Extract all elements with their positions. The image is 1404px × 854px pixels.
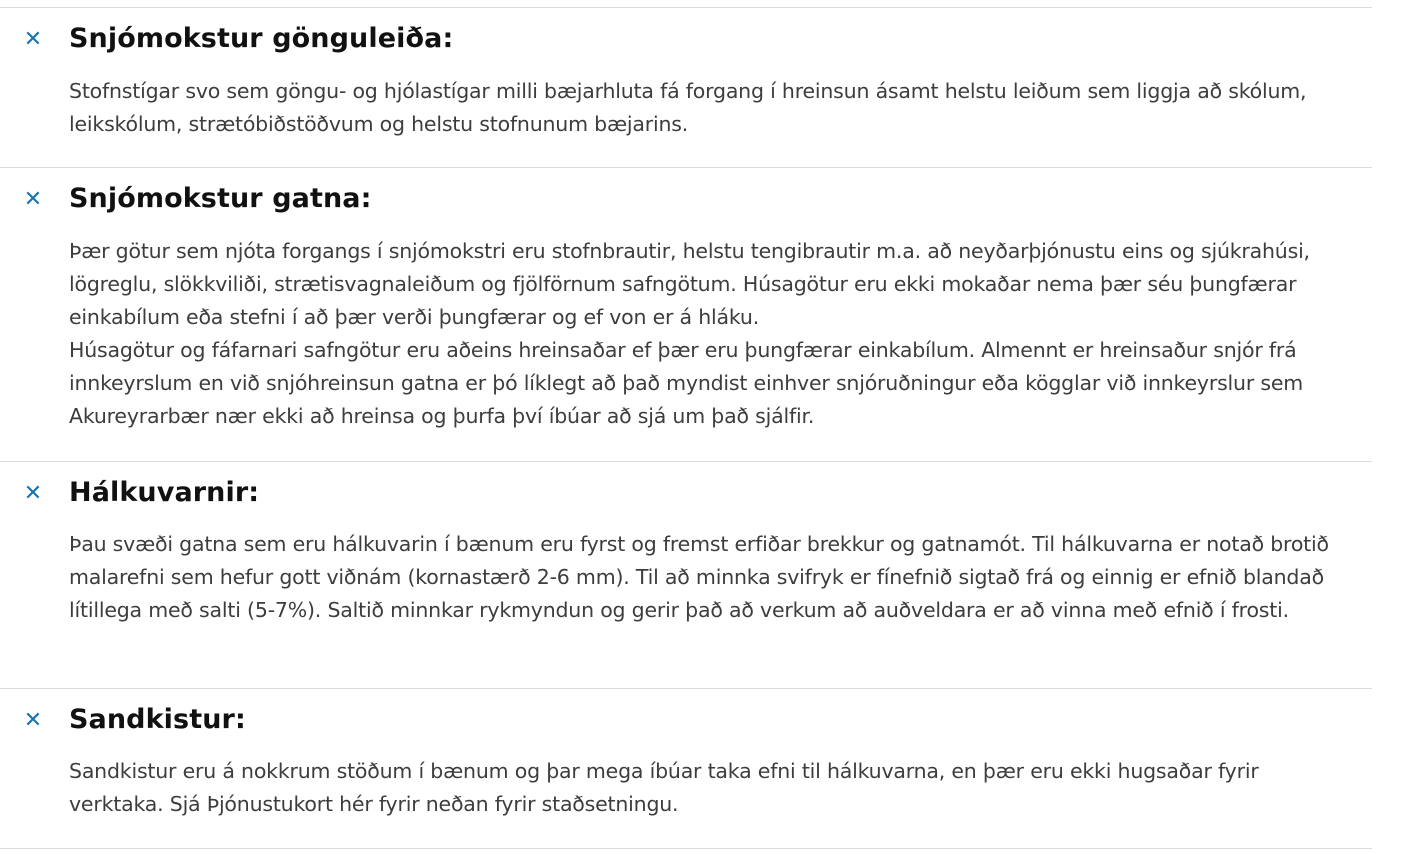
accordion-title[interactable]: Snjómokstur gönguleiða: bbox=[69, 23, 454, 54]
content-paragraph: Þær götur sem njóta forgangs í snjómokstri eru stofnbrautir, helstu tengibrautir m.a. að neyðarþjónustu eins og sjúkrahúsi, lögreglu, slökkviliði, strætisvagnaleiðum og fjölförnum safngötum. Húsagötur eru ekki mokaðar nema þær séu þungfærar einkabílum eða stefni í að þær verði þungfærar og ef von er á hláku. bbox=[69, 239, 1310, 329]
close-icon[interactable]: ✕ bbox=[23, 187, 43, 212]
accordion-item-snjomokstur-gatna bbox=[0, 168, 1372, 462]
content-paragraph: Stofnstígar svo sem göngu- og hjólastígar milli bæjarhluta fá forgang í hreinsun ásamt helstu leiðum sem liggja að skólum, leikskólum, strætóbiðstöðvum og helstu stofnunum bæjarins. bbox=[69, 79, 1307, 136]
close-icon[interactable]: ✕ bbox=[23, 708, 43, 733]
accordion-title[interactable]: Sandkistur: bbox=[69, 704, 246, 735]
accordion-content bbox=[69, 235, 1359, 433]
accordion-item-sandkistur bbox=[0, 689, 1372, 849]
close-icon[interactable]: ✕ bbox=[23, 27, 43, 52]
accordion-content bbox=[69, 755, 1359, 821]
accordion-content bbox=[69, 75, 1359, 141]
accordion bbox=[0, 7, 1372, 849]
accordion-title[interactable]: Hálkuvarnir: bbox=[69, 477, 260, 508]
accordion-item-halkuvarnir bbox=[0, 462, 1372, 689]
accordion-item-snjomokstur-gonguleida bbox=[0, 8, 1372, 168]
accordion-title[interactable]: Snjómokstur gatna: bbox=[69, 183, 372, 214]
content-paragraph: Húsagötur og fáfarnari safngötur eru aðeins hreinsaðar ef þær eru þungfærar einkabílum. Almennt er hreinsaður snjór frá innkeyrslum en við snjóhreinsun gatna er þó líklegt að það myndist einhver snjóruðningur eða kögglar við innkeyrslur sem Akureyrarbær nær ekki að hreinsa og þurfa því íbúar að sjá um það sjálfir. bbox=[69, 338, 1304, 428]
accordion-content bbox=[69, 528, 1359, 627]
content-paragraph: Sandkistur eru á nokkrum stöðum í bænum og þar mega íbúar taka efni til hálkuvarna, en þær eru ekki hugsaðar fyrir verktaka. Sjá Þjónustukort hér fyrir neðan fyrir staðsetningu. bbox=[69, 759, 1259, 816]
close-icon[interactable]: ✕ bbox=[23, 481, 43, 506]
content-paragraph: Þau svæði gatna sem eru hálkuvarin í bænum eru fyrst og fremst erfiðar brekkur og gatnamót. Til hálkuvarna er notað brotið malarefni sem hefur gott viðnám (kornastærð 2-6 mm). Til að minnka svifryk er fínefnið sigtað frá og einnig er efnið blandað lítillega með salti (5-7%). Saltið minnkar rykmyndun og gerir það að verkum að auðveldara er að vinna með efnið í frosti. bbox=[69, 532, 1329, 622]
